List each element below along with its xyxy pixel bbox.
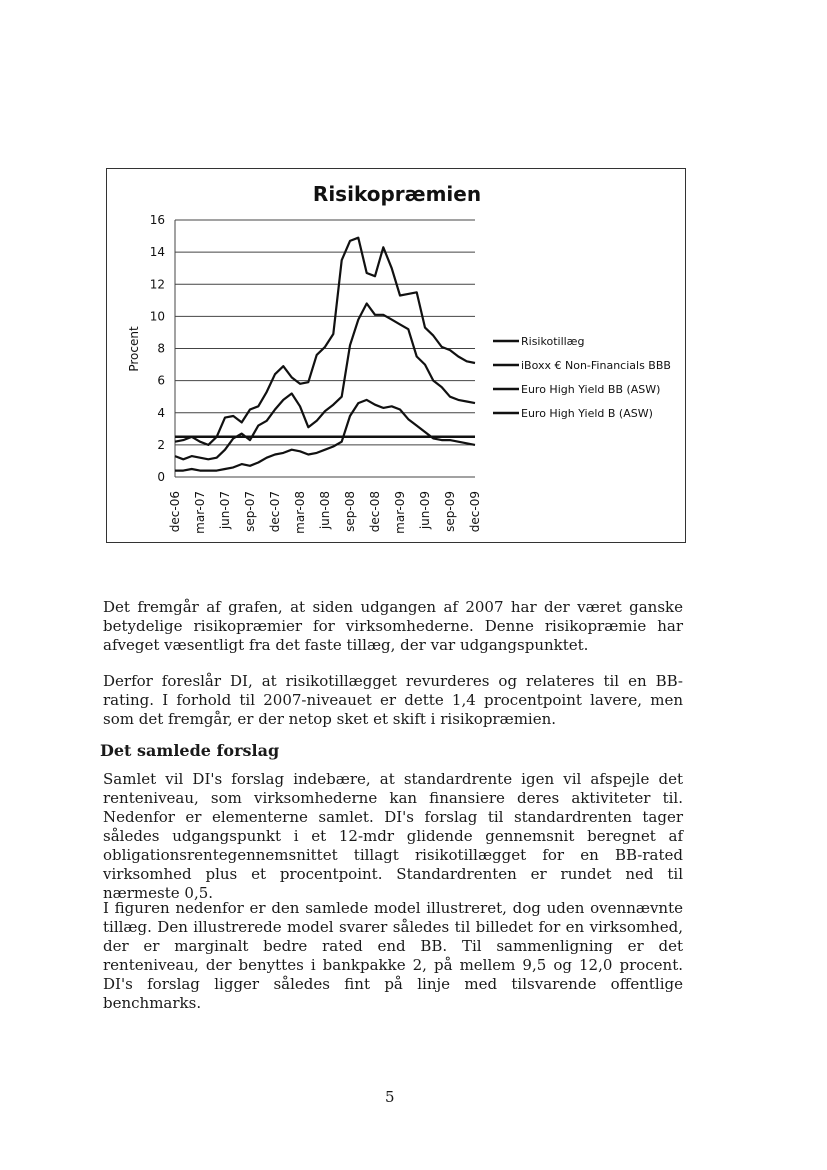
paragraph-4: I figuren nedenfor er den samlede model illustreret, dog uden ovennævnte tillæg. Den illustrerede model svarer således til billedet for en virksomhed, der er marginalt bedre rated end BB. Til sammenligning er det renteniveau, der benyttes i bankpakke 2, på mellem 9,5 og 12,0 procent. DI's forslag ligger således fint på linje med tilsvarende offentlige benchmarks. xyxy=(103,899,683,1012)
x-tick-label: jun-07 xyxy=(218,491,232,530)
x-tick-label: dec-07 xyxy=(268,491,282,533)
chart-frame xyxy=(106,168,686,543)
x-tick-label: sep-07 xyxy=(243,491,257,532)
y-tick-label: 16 xyxy=(149,213,165,227)
y-tick-label: 4 xyxy=(157,405,165,420)
x-tick-label: sep-09 xyxy=(443,491,457,532)
x-tick-label: dec-08 xyxy=(368,491,382,533)
chart-title: Risikopræmien xyxy=(312,182,482,206)
paragraph-2: Derfor foreslår DI, at risikotillægget revurderes og relateres til en BB-rating. I forhold til 2007-niveauet er dette 1,4 procentpoint lavere, men som det fremgår, er der netop sket et skift i risikopræmien. xyxy=(103,672,683,728)
x-tick-label: jun-08 xyxy=(318,491,332,530)
series-line-4 xyxy=(175,238,475,445)
series-layer xyxy=(175,238,475,471)
x-tick-label: mar-08 xyxy=(293,491,307,534)
x-tick-labels xyxy=(168,491,482,534)
y-tick-label: 8 xyxy=(157,341,165,356)
legend-label: Euro High Yield B (ASW) xyxy=(521,407,653,420)
legend xyxy=(493,335,671,420)
page-number: 5 xyxy=(385,1088,395,1106)
y-tick-label: 14 xyxy=(149,245,165,260)
y-axis-label: Procent xyxy=(127,326,141,372)
y-tick-label: 2 xyxy=(157,437,165,452)
x-tick-label: dec-06 xyxy=(168,491,182,533)
x-tick-label: jun-09 xyxy=(418,491,432,530)
y-tick-label: 10 xyxy=(149,309,165,324)
paragraph-1: Det fremgår af grafen, at siden udgangen af 2007 har der været ganske betydelige risikopræmier for virksomhederne. Denne risikopræmie har afveget væsentligt fra det faste tillæg, der var udgangspunktet. xyxy=(103,598,683,654)
legend-label: Risikotillæg xyxy=(521,335,585,348)
y-tick-label: 0 xyxy=(157,470,165,484)
legend-label: iBoxx € Non-Financials BBB xyxy=(521,359,671,372)
section-heading: Det samlede forslag xyxy=(100,741,280,760)
x-tick-label: mar-07 xyxy=(193,491,207,534)
grid-layer xyxy=(175,220,475,477)
line-chart xyxy=(107,169,685,542)
x-tick-label: dec-09 xyxy=(468,491,482,533)
x-tick-label: sep-08 xyxy=(343,491,357,532)
y-tick-label: 6 xyxy=(157,373,165,388)
x-tick-label: mar-09 xyxy=(393,491,407,534)
y-tick-labels xyxy=(150,213,165,484)
paragraph-3: Samlet vil DI's forslag indebære, at standardrente igen vil afspejle det renteniveau, som virksomhederne kan finansiere deres aktiviteter til. Nedenfor er elementerne samlet. DI's forslag til standardrenten tager således udgangspunkt i et 12-mdr glidende gennemsnit beregnet af obligationsrentegennemsnittet tillagt risikotillægget for en BB-rated virksomhed plus et procentpoint. Standardrenten er rundet ned til nærmeste 0,5. xyxy=(103,770,683,902)
y-tick-label: 12 xyxy=(149,277,165,292)
legend-label: Euro High Yield BB (ASW) xyxy=(521,383,661,396)
